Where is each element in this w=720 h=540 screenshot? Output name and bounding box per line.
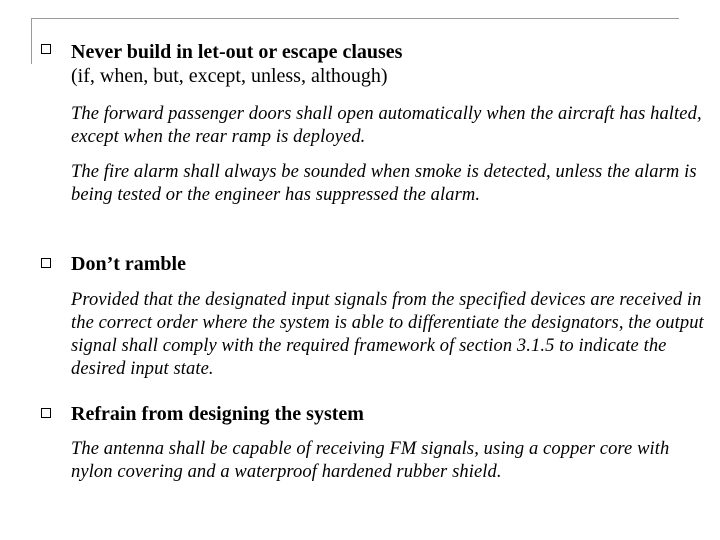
section-heading: Never build in let-out or escape clauses <box>71 41 403 63</box>
section-subheading: (if, when, but, except, unless, although) <box>71 65 388 87</box>
slide-frame-left-line <box>31 18 32 64</box>
section-heading: Refrain from designing the system <box>71 403 364 425</box>
example-text: Provided that the designated input signals from the specified devices are received in the correct order where the system is able to differentiate the designators, the output signal shall comply with the required framework of section 3.1.5 to indicate the desired input state. <box>71 290 704 379</box>
slide-frame-top-line <box>31 18 679 19</box>
square-bullet-icon <box>41 258 51 268</box>
example-text: The antenna shall be capable of receiving FM signals, using a copper core with nylon covering and a waterproof hardened rubber shield. <box>71 439 670 482</box>
square-bullet-icon <box>41 44 51 54</box>
example-text: The forward passenger doors shall open automatically when the aircraft has halted, except when the rear ramp is deployed. <box>71 104 702 147</box>
example-text: The fire alarm shall always be sounded when smoke is detected, unless the alarm is being tested or the engineer has suppressed the alarm. <box>71 162 697 205</box>
square-bullet-icon <box>41 408 51 418</box>
section-heading: Don’t ramble <box>71 253 186 275</box>
